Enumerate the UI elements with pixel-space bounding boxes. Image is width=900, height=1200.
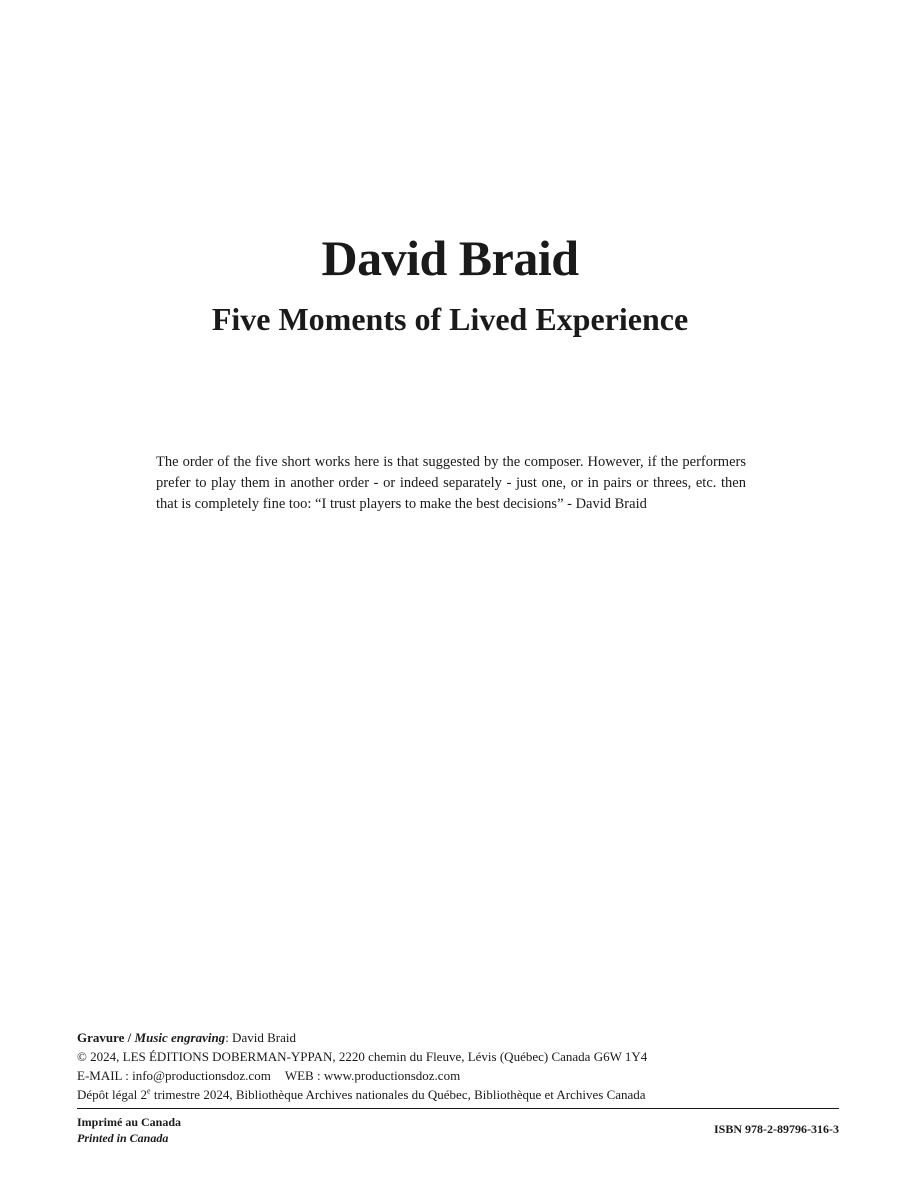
engraving-label-fr: Gravure / — [77, 1030, 132, 1045]
author-name: David Braid — [321, 230, 579, 286]
engraving-label-en: Music engraving — [134, 1030, 226, 1045]
legal-deposit-line — [77, 1085, 837, 1104]
printed-en: Printed in Canada — [77, 1131, 169, 1145]
isbn: ISBN 978-2-89796-316-3 — [714, 1122, 839, 1136]
performance-note: The order of the five short works here is that suggested by the composer. However, if the performers prefer to play them in another order - or indeed separately - just one, or in pairs or threes, etc. then that is completely fine too: “I trust players to make the best decisions” - David Braid — [156, 454, 746, 512]
work-title: Five Moments of Lived Experience — [211, 301, 689, 337]
depot-suffix: trimestre 2024, Bibliothèque Archives nationales du Québec, Bibliothèque et Archives Canada — [150, 1087, 646, 1102]
contact-line — [77, 1066, 837, 1085]
printed-fr: Imprimé au Canada — [77, 1115, 182, 1129]
printed-in — [77, 1114, 181, 1146]
engraving-credit — [77, 1028, 837, 1047]
credits-block — [77, 1028, 837, 1104]
depot-prefix: Dépôt légal 2 — [77, 1087, 148, 1102]
footer-divider — [77, 1108, 839, 1109]
email-contact: E-MAIL : info@productionsdoz.com — [77, 1068, 271, 1083]
engraving-value: : David Braid — [225, 1030, 296, 1045]
copyright-line: © 2024, LES ÉDITIONS DOBERMAN-YPPAN, 2220 chemin du Fleuve, Lévis (Québec) Canada G6W 1Y4 — [77, 1049, 648, 1064]
depot-superscript: e — [147, 1086, 151, 1096]
web-contact: WEB : www.productionsdoz.com — [284, 1068, 461, 1083]
